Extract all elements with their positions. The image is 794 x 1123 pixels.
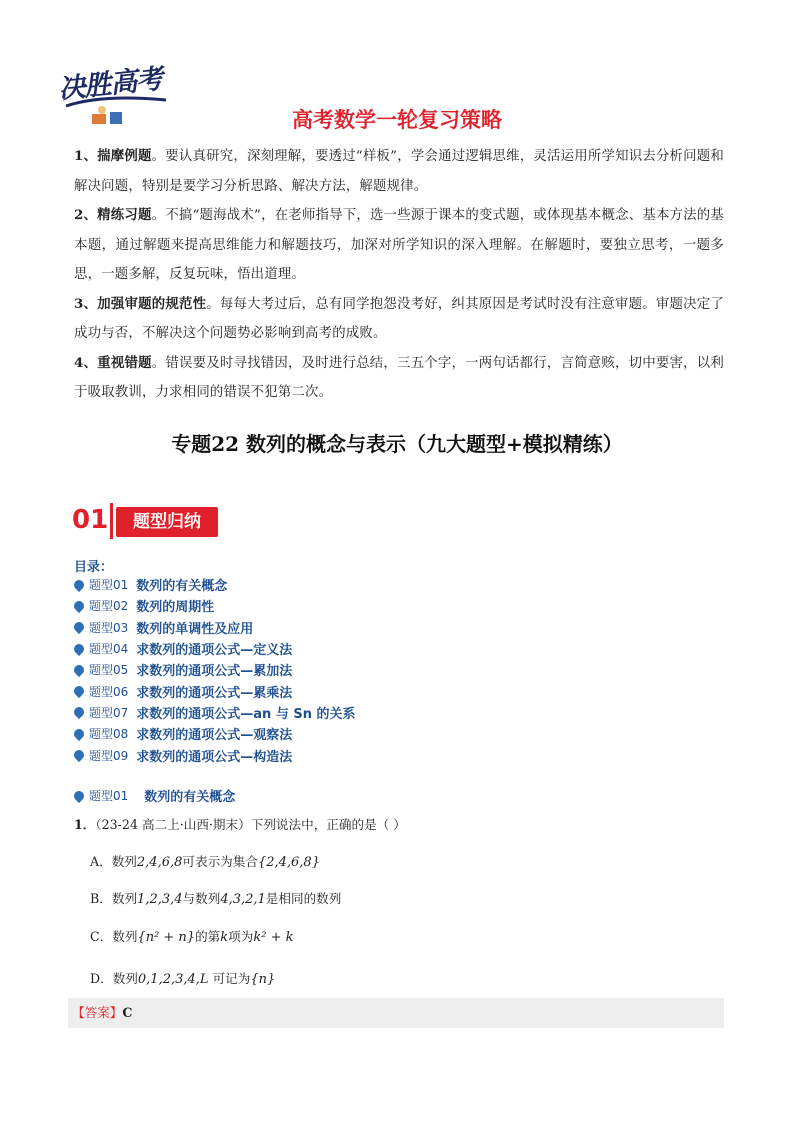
pin-icon <box>72 620 86 634</box>
strategy-item: 1、揣摩例题。要认真研究，深刻理解，要透过“样板”，学会通过逻辑思维，灵活运用所学知识去分析问题和解决问题，特别是要学习分析思路、解决方法，解题规律。 <box>74 148 724 194</box>
option-d[interactable]: D．数列0,1,2,3,4,L 可记为{n} <box>90 971 276 987</box>
option-c[interactable]: C．数列{n² + n}的第k项为k² + k <box>90 929 294 945</box>
pin-icon <box>72 641 86 655</box>
toc-item[interactable]: 题型08 求数列的通项公式—观察法 <box>74 723 356 744</box>
toc-list <box>74 574 356 766</box>
topic-title: 专题22 数列的概念与表示（九大题型+模拟精练） <box>171 432 623 456</box>
question-stem: 1．（23-24 高二上·山西·期末）下列说法中，正确的是（ ） <box>74 817 406 832</box>
section-number: 01 <box>72 505 109 535</box>
toc-item[interactable]: 题型07 求数列的通项公式—an 与 Sn 的关系 <box>74 702 356 723</box>
option-b[interactable]: B．数列1,2,3,4与数列4,3,2,1是相同的数列 <box>90 891 342 907</box>
pin-icon <box>72 788 86 802</box>
question-heading: 题型01 数列的有关概念 <box>74 786 235 805</box>
toc-label: 目录： <box>74 560 114 575</box>
pin-icon <box>72 727 86 741</box>
strategy-item: 2、精练习题。不搞“题海战术”，在老师指导下，选一些源于课本的变式题，或体现基本概念、基本方法的基本题，通过解题来提高思维能力和解题技巧，加深对所学知识的深入理解。在解题时，要独立思考，一题多思，一题多解，反复玩味，悟出道理。 <box>74 207 724 282</box>
option-a[interactable]: A．数列2,4,6,8可表示为集合{2,4,6,8} <box>90 854 320 870</box>
section-divider <box>110 503 113 539</box>
toc-item[interactable]: 题型05 求数列的通项公式—累加法 <box>74 659 356 680</box>
pin-icon <box>72 663 86 677</box>
main-title: 高考数学一轮复习策略 <box>292 108 502 132</box>
pin-icon <box>72 705 86 719</box>
toc-item[interactable]: 题型09 求数列的通项公式—构造法 <box>74 744 356 765</box>
strategy-item: 3、加强审题的规范性。每每大考过后，总有同学抱怨没考好，纠其原因是考试时没有注意审题。审题决定了成功与否，不解决这个问题势必影响到高考的成败。 <box>74 295 724 341</box>
toc-item[interactable]: 题型04 求数列的通项公式—定义法 <box>74 638 356 659</box>
pin-icon <box>72 684 86 698</box>
toc-item[interactable]: 题型06 求数列的通项公式—累乘法 <box>74 680 356 701</box>
section-label: 题型归纳 <box>116 507 218 537</box>
pin-icon <box>72 599 86 613</box>
strategy-list <box>74 142 724 408</box>
answer-box <box>68 998 724 1028</box>
toc-item[interactable]: 题型01 数列的有关概念 <box>74 574 356 595</box>
answer-tag: 【答案】 <box>72 1005 123 1020</box>
strategy-item: 4、重视错题。错误要及时寻找错因，及时进行总结，三五个字，一两句话都行，言简意赅，切中要害，以利于吸取教训，力求相同的错误不犯第二次。 <box>74 354 724 400</box>
toc-item[interactable]: 题型03 数列的单调性及应用 <box>74 617 356 638</box>
pin-icon <box>72 748 86 762</box>
toc-item[interactable]: 题型02 数列的周期性 <box>74 595 356 616</box>
question <box>74 814 406 833</box>
logo-text: 决胜高考 <box>56 63 164 106</box>
answer-value: C <box>122 1005 133 1020</box>
pin-icon <box>72 578 86 592</box>
